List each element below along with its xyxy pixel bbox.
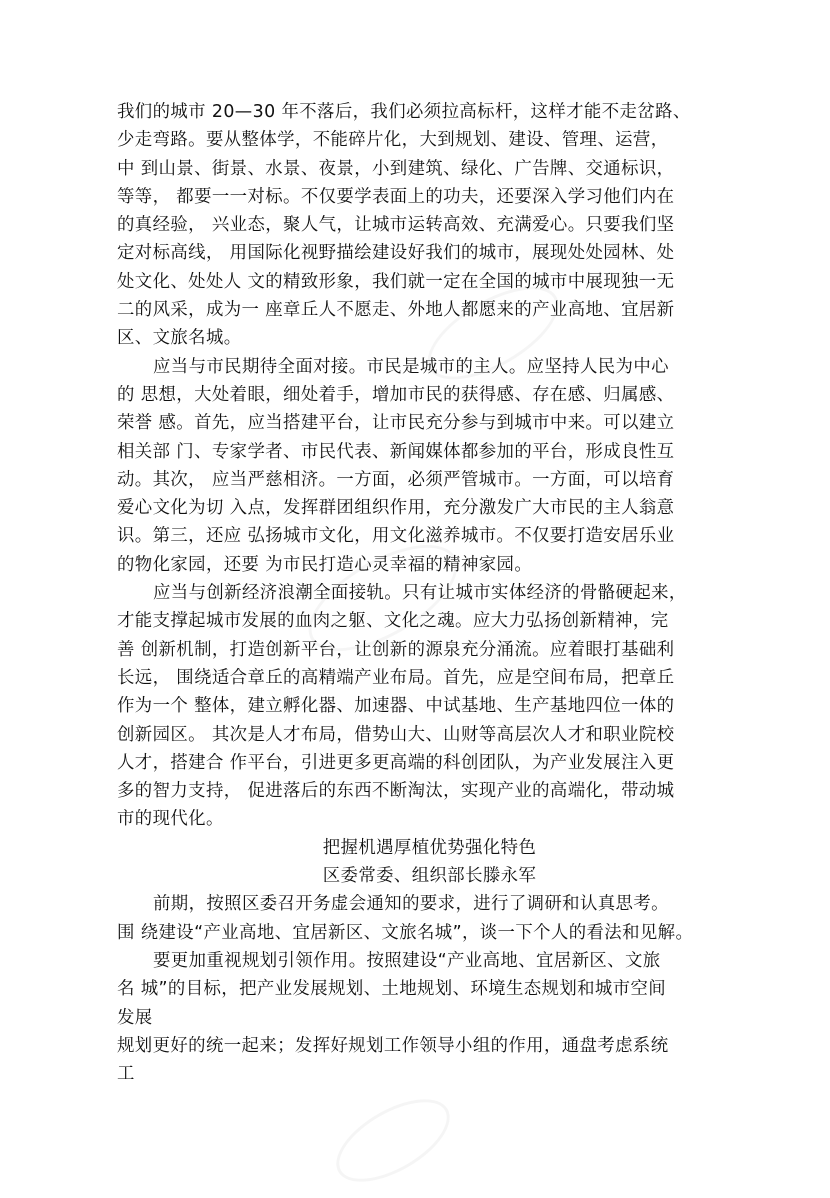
- text-line: 长远， 围绕适合章丘的高精端产业布局。首先，应是空间布局，把章丘: [117, 667, 675, 688]
- text-line: 处文化、处处人 文的精致形象，我们就一定在全国的城市中展现独一无: [117, 271, 675, 292]
- text-line: 的 思想，大处着眼，细处着手，增加市民的获得感、存在感、归属感、: [117, 384, 675, 405]
- document-body: [117, 98, 742, 1088]
- text-line: 创新园区。 其次是人才布局，借势山大、山财等高层次人才和职业院校: [117, 724, 675, 745]
- text-line: 识。第三，还应 弘扬城市文化，用文化滋养城市。不仅要打造安居乐业: [117, 526, 675, 547]
- text-line: 的物化家园，还要 为市民打造心灵幸福的精神家园。: [117, 554, 533, 575]
- text-line: 中 到山景、街景、水景、夜景，小到建筑、绿化、广告牌、交通标识，: [117, 158, 675, 179]
- text-line: 等等， 都要一一对标。不仅要学表面上的功夫，还要深入学习他们内在: [117, 186, 675, 207]
- text-line: 我们的城市 20—30 年不落后，我们必须拉高标杆，这样才能不走岔路、: [117, 102, 691, 122]
- text-line: 人才，搭建合 作平台，引进更多更高端的科创团队，为产业发展注入更: [117, 752, 675, 773]
- section-byline: 区委常委、组织部长滕永军: [322, 866, 537, 887]
- text-line: 规划更好的统一起来；发挥好规划工作领导小组的作用，通盘考虑系统: [117, 1035, 669, 1056]
- text-line: 市的现代化。: [117, 809, 224, 830]
- text-line: 区、文旅名城。: [117, 328, 242, 349]
- paragraph-first-line: 要更加重视规划引领作用。按照建设“产业高地、宜居新区、文旅: [153, 950, 661, 971]
- text-line: 的真经验， 兴业态，聚人气，让城市运转高效、充满爱心。只要我们坚: [117, 215, 675, 236]
- text-line: 荣誉 感。首先，应当搭建平台，让市民充分参与到城市中来。可以建立: [117, 413, 675, 434]
- text-line: 作为一个 整体，建立孵化器、加速器、中试基地、生产基地四位一体的: [117, 696, 675, 717]
- watermark-stamp: [323, 1083, 463, 1198]
- paragraph-first-line: 应当与市民期待全面对接。市民是城市的主人。应坚持人民为中心: [153, 356, 669, 377]
- text-line: 相关部 门、专家学者、市民代表、新闻媒体都参加的平台，形成良性互: [117, 441, 675, 462]
- section-title: 把握机遇厚植优势强化特色: [322, 837, 537, 858]
- text-line: 围 绕建设“产业高地、宜居新区、文旅名城”，谈一下个人的看法和见解。: [117, 922, 694, 943]
- text-line: 发展: [117, 1007, 153, 1028]
- text-line: 少走弯路。要从整体学，不能碎片化，大到规划、建设、管理、运营，: [117, 130, 669, 151]
- text-line: 定对标高线， 用国际化视野描绘建设好我们的城市，展现处处园林、处: [117, 243, 675, 264]
- text-line: 多的智力支持， 促进落后的东西不断淘汰，实现产业的高端化，带动城: [117, 781, 675, 802]
- text-line: 善 创新机制，打造创新平台，让创新的源泉充分涌流。应着眼打基础利: [117, 639, 675, 660]
- text-line: 名 城”的目标，把产业发展规划、土地规划、环境生态规划和城市空间: [117, 979, 667, 1000]
- paragraph-first-line: 应当与创新经济浪潮全面接轨。只有让城市实体经济的骨骼硬起来，: [153, 583, 687, 604]
- text-line: 动。其次， 应当严慈相济。一方面，必须严管城市。一方面，可以培育: [117, 469, 675, 490]
- text-line: 二的风采，成为一 座章丘人不愿走、外地人都愿来的产业高地、宜居新: [117, 300, 675, 321]
- paragraph-first-line: 前期，按照区委召开务虚会通知的要求，进行了调研和认真思考。: [153, 894, 669, 915]
- text-line: 工: [117, 1064, 135, 1085]
- text-line: 才能支撑起城市发展的血肉之躯、文化之魂。应大力弘扬创新精神，完: [117, 611, 669, 632]
- text-line: 爱心文化为切 入点，发挥群团组织作用，充分激发广大市民的主人翁意: [117, 498, 675, 519]
